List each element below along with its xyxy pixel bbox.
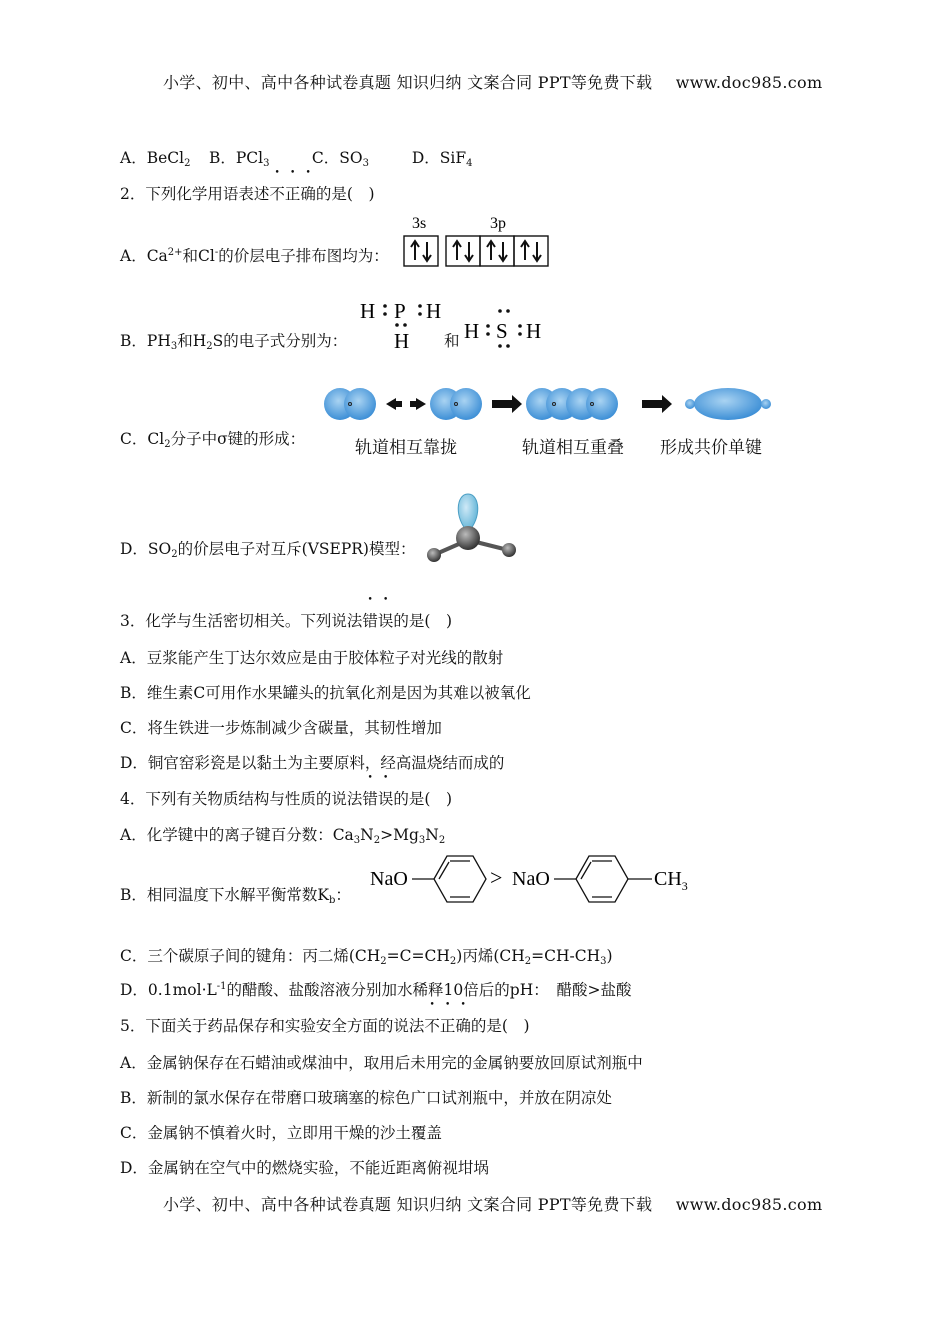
orbitals-overlap: [526, 388, 618, 420]
q5-option-b: B．新制的氯水保存在带磨口玻璃塞的棕色广口试剂瓶中，并放在阴凉处: [120, 1089, 612, 1107]
q1-options: [120, 146, 472, 169]
svg-text:H: H: [526, 319, 542, 343]
q3-option-c: C．将生铁进一步炼制减少含碳量，其韧性增加: [120, 719, 442, 737]
orbital-box-3p-1: [446, 236, 480, 266]
svg-text:H: H: [360, 299, 376, 323]
orbital-box-3p-2: [480, 236, 514, 266]
arrow-right: [642, 395, 672, 413]
caption-overlap: 轨道相互重叠: [522, 438, 624, 458]
orbital-box-3s: [404, 236, 438, 266]
q4-stem: 4．下列有关物质结构与性质的说法错误的是( ): [120, 790, 453, 808]
orbital-3s-label: 3s: [412, 215, 427, 232]
orbitals-approach: [324, 388, 482, 420]
page-header: [163, 70, 822, 93]
q2-option-a: A．$Ca^{2+}$和Cl-的价层电子排布图均为：: [120, 247, 389, 265]
page-footer: [163, 1192, 822, 1215]
header-site: www.doc985.com: [675, 73, 823, 92]
q2-stem: 2．下列化学用语表述不正确的是( ): [120, 185, 375, 203]
q2-option-c: C．$Cl_2$分子中σ键的形成：: [120, 430, 306, 450]
q3-option-a: A．豆浆能产生丁达尔效应是由于胶体粒子对光线的散射: [120, 649, 504, 667]
q2-option-b: B．$PH_3$和$H_2S$的电子式分别为：: [120, 332, 348, 352]
q1-option-a: A．BeCl$_2$: [120, 149, 191, 169]
q2-option-d: D．$SO_2$的价层电子对互斥(VSEPR)模型：: [120, 540, 416, 560]
q3-option-b: B．维生素C可用作水果罐头的抗氧化剂是因为其难以被氧化: [120, 684, 531, 702]
svg-text:S: S: [496, 319, 508, 343]
svg-text:NaO: NaO: [512, 868, 550, 890]
svg-text:CH3: $CH_3$: [654, 868, 688, 893]
oxygen-atom: [427, 548, 441, 562]
oxygen-atom: [502, 543, 516, 557]
ph3-electron-formula: [358, 296, 448, 356]
q1-option-b: B．PCl$_3$: [208, 149, 270, 169]
svg-text:H: H: [464, 319, 480, 343]
footer-site: www.doc985.com: [675, 1195, 823, 1214]
q3-option-d: D．铜官窑彩瓷是以黏土为主要原料，经高温烧结而成的: [120, 754, 505, 772]
svg-text:H: H: [394, 329, 410, 353]
benzene-ring: [434, 856, 486, 902]
q5-option-d: D．金属钠在空气中的燃烧实验，不能近距离俯视坩埚: [120, 1159, 489, 1177]
sulfur-atom: [456, 526, 480, 550]
q1-option-d: D．SiF$_4$: [411, 149, 473, 169]
h2s-electron-formula: [462, 306, 552, 352]
q5-stem: 5．下面关于药品保存和实验安全方面的说法不正确的是( ): [120, 1017, 530, 1035]
svg-text:>: >: [490, 865, 503, 890]
svg-text:P: P: [394, 299, 406, 323]
footer-title: 小学、初中、高中各种试卷真题 知识归纳 文案合同 PPT等免费下载: [163, 1195, 653, 1214]
header-title: 小学、初中、高中各种试卷真题 知识归纳 文案合同 PPT等免费下载: [163, 73, 653, 92]
electron-arrows: [411, 241, 541, 261]
q4-option-c: C．三个碳原子间的键角：丙二烯$(CH_2=C=CH_2)$丙烯$(CH_2=CH-CH_3)$: [120, 947, 613, 967]
svg-text:NaO: NaO: [370, 868, 408, 890]
orbital-diagram: [400, 210, 560, 272]
caption-approach: 轨道相互靠拢: [355, 438, 457, 458]
q4-option-b: B．相同温度下水解平衡常数$K_b$：: [120, 886, 351, 906]
q3-stem: 3．化学与生活密切相关。下列说法错误的是( ): [120, 612, 453, 630]
sigma-bond-diagram: [320, 382, 780, 430]
orbital-box-3p-3: [514, 236, 548, 266]
svg-text:H: H: [426, 299, 442, 323]
q5-option-c: C．金属钠不慎着火时，立即用干燥的沙土覆盖: [120, 1124, 442, 1142]
orbital-3p-label: 3p: [490, 215, 506, 232]
arrow-right: [492, 395, 522, 413]
q5-option-a: A．金属钠保存在石蜡油或煤油中，取用后未用完的金属钠要放回原试剂瓶中: [120, 1054, 643, 1072]
q4-option-d: D．$0.1mol\cdot L^{-1}$的醋酸、盐酸溶液分别加水稀释10倍后的pH： 醋酸>盐酸: [120, 981, 632, 999]
vsepr-model: [420, 488, 530, 568]
benzene-ring: [576, 856, 628, 902]
q4-option-a: A．化学键中的离子键百分数：$Ca_3N_2>Mg_3N_2$: [120, 826, 446, 846]
and-label: 和: [444, 332, 460, 350]
covalent-bond-formed: [685, 388, 771, 420]
phenoxide-comparison: [368, 848, 698, 910]
q1-option-c: C．$SO_3$: [311, 149, 369, 169]
caption-single-bond: 形成共价单键: [660, 438, 762, 458]
